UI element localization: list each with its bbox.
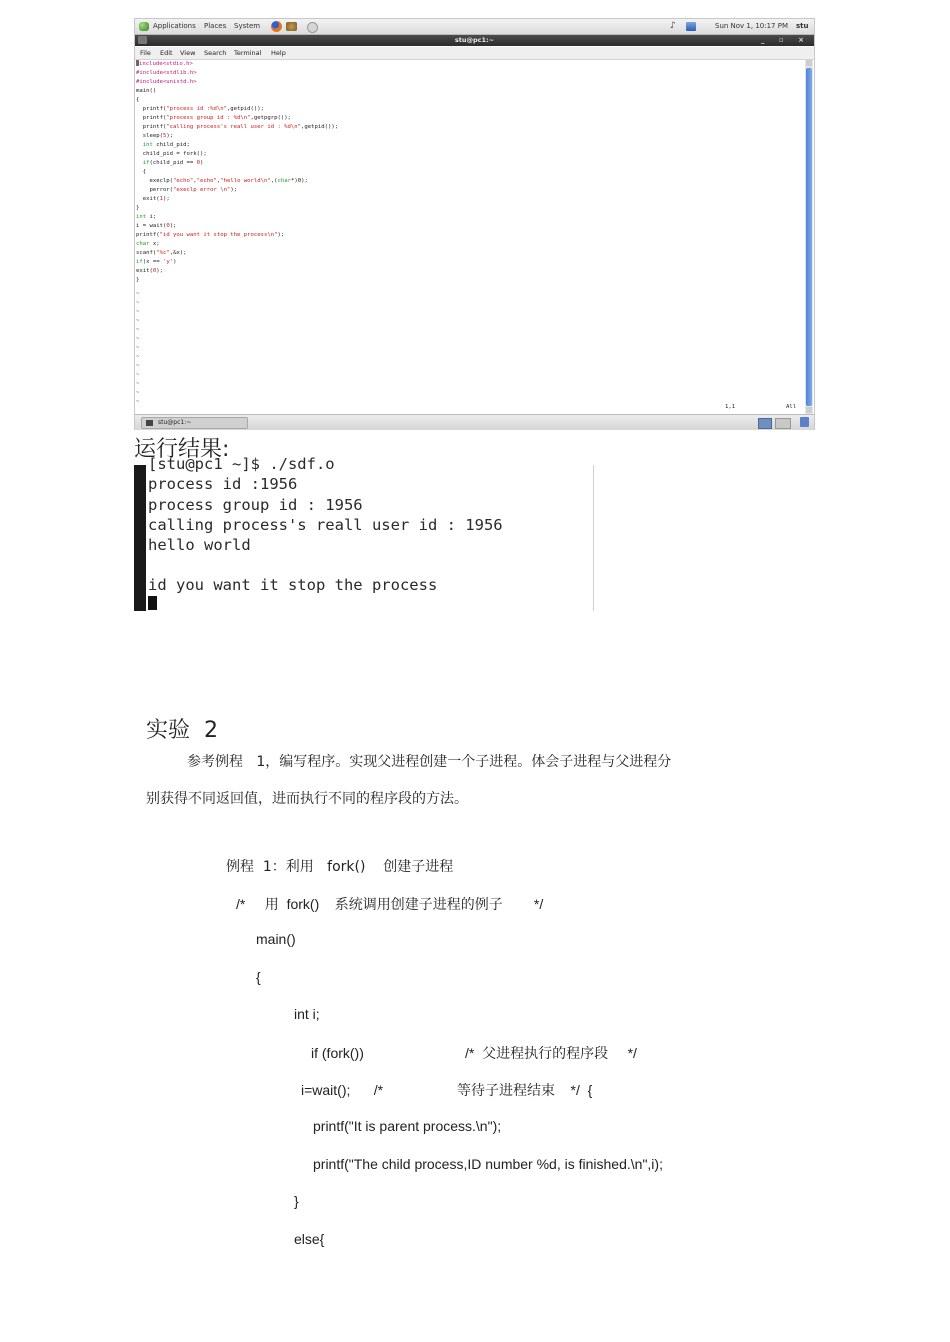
vim-empty-line-tilde: ~ <box>136 363 140 369</box>
taskbar-window-button[interactable] <box>141 417 248 429</box>
menu-places[interactable]: Places <box>204 22 227 30</box>
vim-empty-line-tilde: ~ <box>136 354 140 360</box>
window-title: stu@pc1:~ <box>454 36 495 44</box>
code-editor-line: } <box>136 205 140 211</box>
vim-empty-line-tilde: ~ <box>136 291 140 297</box>
user-menu[interactable]: stu <box>796 22 809 30</box>
code-editor-line: #include<unistd.h> <box>136 79 197 85</box>
desktop-screenshot <box>134 18 815 430</box>
code-line: if (fork()) /* 父进程执行的程序段 */ <box>311 1045 637 1061</box>
scrollbar[interactable] <box>805 60 813 414</box>
menu-help[interactable]: Help <box>271 49 286 57</box>
code-editor-line: #include<stdlib.h> <box>136 70 197 76</box>
code-editor-line: exit(0); <box>136 268 163 274</box>
experiment-heading: 实验 2 <box>146 718 218 743</box>
code-editor-line: if(child_pid == 0) <box>142 160 204 166</box>
vim-empty-line-tilde: ~ <box>136 390 140 396</box>
vim-empty-line-tilde: ~ <box>136 381 140 387</box>
code-editor-line: exit(1); <box>136 196 170 202</box>
code-editor-line: main() <box>136 88 157 94</box>
code-editor-line: perror("execlp error \n"); <box>136 187 238 193</box>
mail-icon[interactable] <box>286 22 297 31</box>
vim-scroll-state: All <box>786 404 797 410</box>
terminal-line: process group id : 1956 <box>148 496 363 514</box>
code-editor-line: include<stdio.h> <box>136 60 193 69</box>
code-editor-line: printf("id you want it stop the process\n"); <box>136 232 285 238</box>
terminal-icon <box>146 420 153 426</box>
menu-edit[interactable]: Edit <box>160 49 173 57</box>
code-line: } <box>294 1193 299 1209</box>
code-editor-line: printf("calling process's reall user id : %d\n",getpid()); <box>136 124 339 130</box>
vim-empty-line-tilde: ~ <box>136 309 140 315</box>
code-line: printf("It is parent process.\n"); <box>313 1118 502 1134</box>
applications-icon[interactable] <box>139 22 149 31</box>
paragraph-line: 参考例程 1，编写程序。实现父进程创建一个子进程。体会子进程与父进程分 <box>187 754 672 770</box>
terminal-line: id you want it stop the process <box>148 576 438 594</box>
code-line: /* 用 fork() 系统调用创建子进程的例子 */ <box>236 896 544 912</box>
window-menu-icon[interactable] <box>138 36 147 44</box>
scroll-thumb[interactable] <box>806 68 812 406</box>
clock[interactable]: Sun Nov 1, 10:17 PM <box>715 22 788 30</box>
vim-empty-line-tilde: ~ <box>136 372 140 378</box>
terminal-menu-bar <box>135 47 814 60</box>
menu-search[interactable]: Search <box>204 49 227 57</box>
firefox-icon[interactable] <box>271 21 282 32</box>
code-editor-line: printf("process id :%d\n",getpid()); <box>136 106 264 112</box>
menu-applications[interactable]: Applications <box>153 22 196 30</box>
code-editor-line: scanf("%c",&x); <box>136 250 187 256</box>
code-line: i=wait(); /* 等待子进程结束 */ { <box>301 1082 593 1098</box>
terminal-line: process id :1956 <box>148 475 298 493</box>
code-editor-line: sleep(5); <box>136 133 174 139</box>
taskbar-window-label: stu@pc1:~ <box>158 419 192 426</box>
terminal-line: calling process's reall user id : 1956 <box>148 516 503 534</box>
window-controls[interactable]: _ ▫ × <box>761 36 810 44</box>
code-editor-line: { <box>136 97 140 103</box>
vim-empty-line-tilde: ~ <box>136 300 140 306</box>
bottom-panel <box>135 414 814 430</box>
menu-terminal[interactable]: Terminal <box>234 49 262 57</box>
code-editor-line: child_pid = fork(); <box>136 151 207 157</box>
terminal-line: [stu@pc1 ~]$ ./sdf.o <box>148 455 335 473</box>
vim-editor[interactable] <box>135 60 805 414</box>
code-line: else{ <box>294 1231 325 1247</box>
code-line: int i; <box>294 1006 320 1022</box>
code-editor-line: execlp("echo","echo","hello world\n",(char*)0); <box>136 178 308 184</box>
example-title: 例程 1：利用 fork() 创建子进程 <box>226 859 454 875</box>
code-editor-line: int i; <box>136 214 157 220</box>
terminal-cursor <box>148 596 157 610</box>
terminal-line: hello world <box>148 536 251 554</box>
code-editor-line: i = wait(0); <box>136 223 177 229</box>
trash-icon[interactable] <box>800 417 809 427</box>
vim-empty-line-tilde: ~ <box>136 318 140 324</box>
code-editor-line: { <box>136 169 147 175</box>
code-editor-line: int child_pid; <box>142 142 190 148</box>
menu-system[interactable]: System <box>234 22 261 30</box>
code-line: { <box>256 969 261 985</box>
code-editor-line: printf("process group id : %d\n",getpgrp()); <box>136 115 291 121</box>
workspace-2[interactable] <box>775 418 791 429</box>
workspace-1[interactable] <box>758 418 772 429</box>
code-editor-line: } <box>136 277 140 283</box>
scroll-down-arrow-icon[interactable] <box>806 407 812 413</box>
code-line: main() <box>256 931 296 947</box>
network-icon[interactable] <box>686 22 696 31</box>
terminal-output <box>134 455 594 611</box>
vim-cursor-position: 1,1 <box>725 404 736 410</box>
vim-empty-line-tilde: ~ <box>136 327 140 333</box>
menu-file[interactable]: File <box>140 49 151 57</box>
paragraph-line: 别获得不同返回值，进而执行不同的程序段的方法。 <box>146 791 468 807</box>
vim-empty-line-tilde: ~ <box>136 345 140 351</box>
code-line: printf("The child process,ID number %d, is finished.\n",i); <box>313 1156 663 1172</box>
volume-icon[interactable]: ♪ <box>670 21 676 31</box>
menu-view[interactable]: View <box>180 49 196 57</box>
help-icon[interactable] <box>307 22 318 33</box>
code-editor-line: if(x == 'y') <box>136 259 177 265</box>
code-editor-line: char x; <box>136 241 160 247</box>
vim-empty-line-tilde: ~ <box>136 399 140 405</box>
scroll-up-arrow-icon[interactable] <box>806 60 812 66</box>
window-title-bar[interactable] <box>135 35 814 46</box>
terminal-edge <box>134 465 146 611</box>
vim-empty-line-tilde: ~ <box>136 336 140 342</box>
top-panel <box>135 19 814 35</box>
result-heading: 运行结果: <box>134 437 230 462</box>
